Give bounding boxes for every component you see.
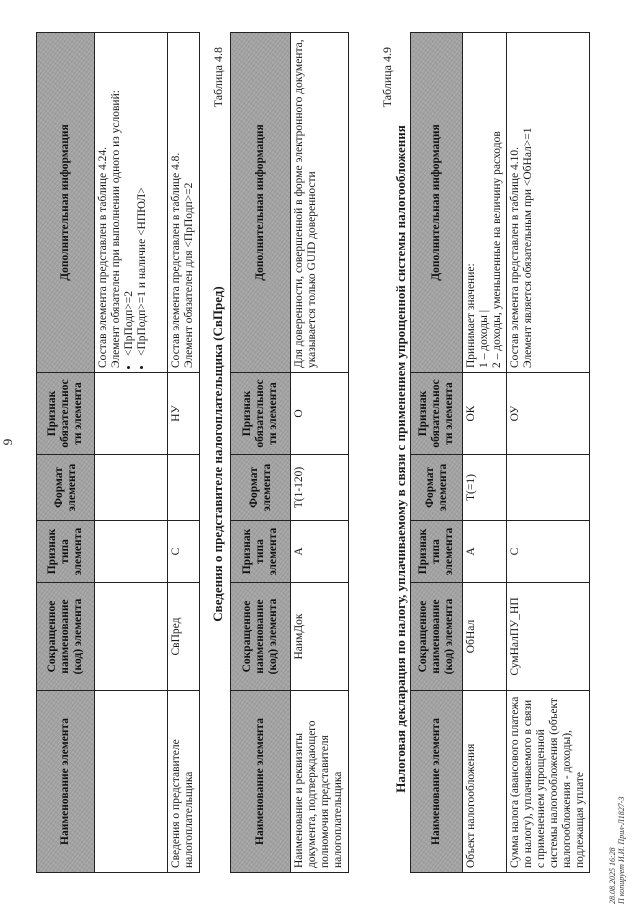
cell-type: А — [291, 521, 349, 583]
cell-info — [95, 33, 168, 373]
header-info: Дополнительная информация — [411, 33, 463, 373]
cell-name: Объект налогообложения — [463, 691, 507, 873]
header-type: Признак типа элемента — [37, 521, 95, 583]
header-type: Признак типа элемента — [231, 521, 291, 583]
cell-required: ОК — [463, 373, 507, 455]
info-line: 2 – доходы, уменьшенные на величину расходов — [491, 131, 503, 368]
cell-code: НаимДок — [291, 583, 349, 691]
cell-name: Наименование и реквизиты документа, подтверждающего полномочия представителя налогоплательщика — [291, 691, 349, 873]
header-name: Наименование элемента — [411, 691, 463, 873]
table-row — [95, 33, 168, 873]
cell-format — [168, 455, 200, 521]
stamp-note: П копирует И.И. Прил-Л1827-3 — [617, 796, 626, 904]
registration-stamp — [608, 797, 626, 904]
cell-format — [507, 455, 590, 521]
info-line: Элемент обязателен для <ПрПодп>=2 — [183, 182, 195, 368]
cell-info — [291, 33, 349, 373]
table-caption: Таблица 4.9 — [380, 47, 394, 108]
info-line: Для доверенности, совершенной в форме электронного документа, указывается только GUID доверенности — [293, 39, 318, 368]
header-name: Наименование элемента — [231, 691, 291, 873]
info-line: Состав элемента представлен в таблице 4.10. — [509, 146, 521, 368]
cell-required: ОУ — [507, 373, 590, 455]
condition-list — [123, 37, 149, 368]
table-row — [168, 33, 200, 873]
cell-code: СвПред — [168, 583, 200, 691]
cell-type — [95, 521, 168, 583]
cell-name: Сумма налога (авансового платежа по налогу), уплачиваемого в связи с применением упрощенной системы налогообложения (объект налогообложения - доходы), подлежащая уплате — [507, 691, 590, 873]
cell-required: НУ — [168, 373, 200, 455]
cell-format — [95, 455, 168, 521]
cell-name — [95, 691, 168, 873]
header-required: Признак обязательности элемента — [37, 373, 95, 455]
header-code: Сокращенное наименование (код) элемента — [411, 583, 463, 691]
header-code: Сокращенное наименование (код) элемента — [37, 583, 95, 691]
condition-item: • <ПрПодп>=1 и наличие <НПЮЛ> — [136, 37, 149, 356]
header-format: Формат элемента — [231, 455, 291, 521]
page-number: 9 — [0, 438, 15, 446]
stamp-date: 28.08.2025 16:28 — [608, 847, 617, 904]
info-line: Состав элемента представлен в таблице 4.8. — [170, 152, 182, 368]
cell-code: ОбНал — [463, 583, 507, 691]
info-line: Элемент обязателен при выполнении одного из условий: — [110, 90, 122, 368]
cell-required: О — [291, 373, 349, 455]
table-row — [507, 33, 590, 873]
cell-info — [463, 33, 507, 373]
header-code: Сокращенное наименование (код) элемента — [231, 583, 291, 691]
header-name: Наименование элемента — [37, 691, 95, 873]
info-line: 1 – доходы | — [478, 309, 490, 368]
table-header-row — [231, 33, 291, 873]
cell-code — [95, 583, 168, 691]
header-info: Дополнительная информация — [37, 33, 95, 373]
header-info: Дополнительная информация — [231, 33, 291, 373]
header-type: Признак типа элемента — [411, 521, 463, 583]
table-caption: Таблица 4.8 — [211, 47, 225, 108]
cell-info — [168, 33, 200, 373]
cell-type: А — [463, 521, 507, 583]
info-line: Принимает значение: — [465, 263, 477, 368]
cell-format: T(=1) — [463, 455, 507, 521]
condition-item: • <ПрПодп>=2 — [123, 37, 136, 356]
section-heading: Налоговая декларация по налогу, уплачиваемому в связи с применением упрощенной системы налогообложения — [393, 125, 408, 793]
info-line: Состав элемента представлен в таблице 4.24. — [97, 146, 109, 368]
header-required: Признак обязательности элемента — [231, 373, 291, 455]
cell-required — [95, 373, 168, 455]
table-header-row — [37, 33, 95, 873]
cell-info — [507, 33, 590, 373]
section-heading: Сведения о представителе налогоплательщика (СвПред) — [210, 286, 225, 622]
cell-code: СумНалПУ_НП — [507, 583, 590, 691]
table-representative — [230, 32, 349, 873]
header-format: Формат элемента — [37, 455, 95, 521]
cell-type: С — [507, 521, 590, 583]
info-line: Элемент является обязательным при <ОбНал>=1 — [522, 127, 534, 368]
table-header-row — [411, 33, 463, 873]
cell-type: С — [168, 521, 200, 583]
table-usn-declaration — [410, 32, 590, 873]
table-continuation — [36, 32, 200, 873]
table-row — [463, 33, 507, 873]
cell-format: T(1-120) — [291, 455, 349, 521]
table-row — [291, 33, 349, 873]
cell-name: Сведения о представителе налогоплательщика — [168, 691, 200, 873]
header-required: Признак обязательности элемента — [411, 373, 463, 455]
header-format: Формат элемента — [411, 455, 463, 521]
